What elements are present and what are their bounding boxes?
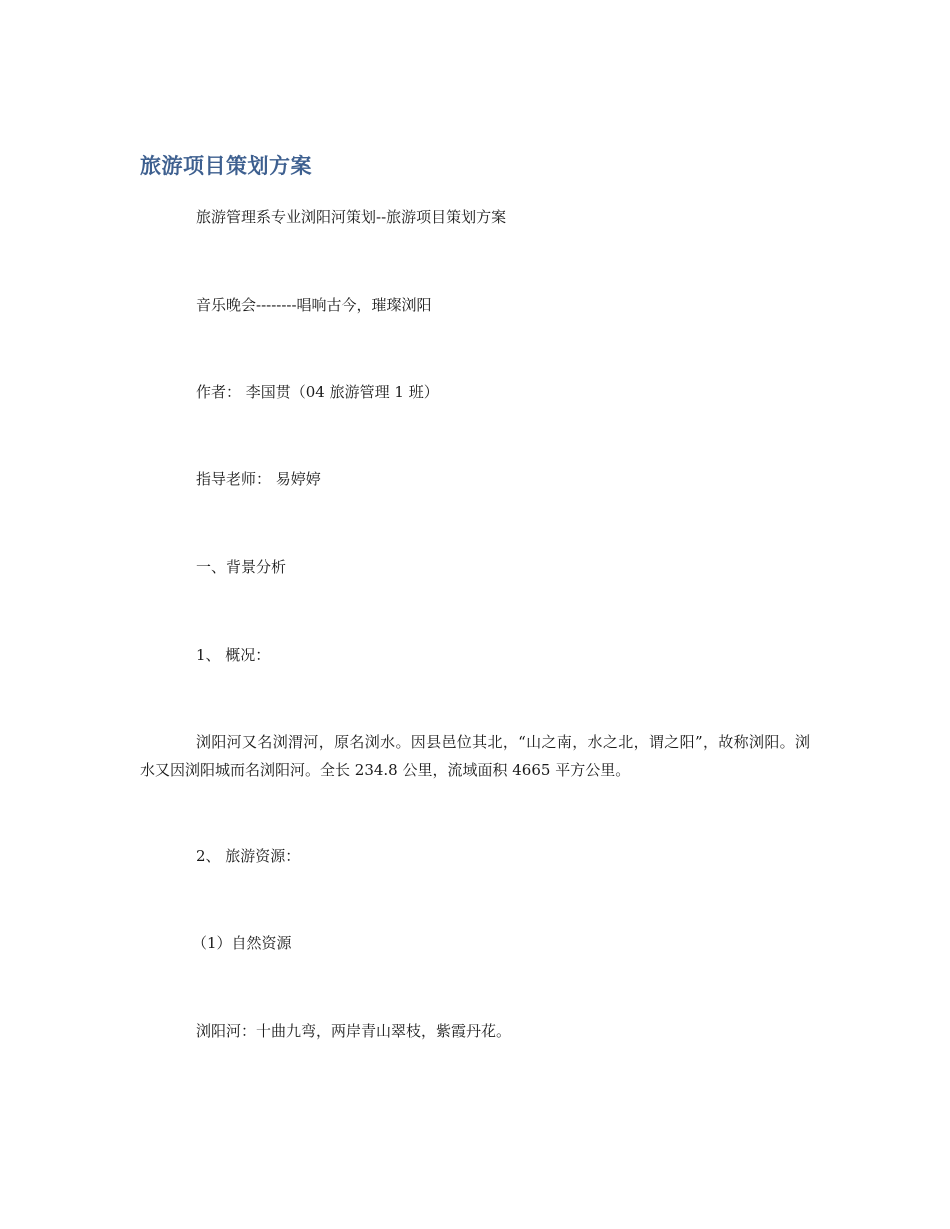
overview-body-paragraph: 浏阳河又名浏渭河，原名浏水。因县邑位其北，“山之南，水之北，谓之阳”，故称浏阳。浏水又因浏阳城而名浏阳河。全长 234.8 公里，流域面积 4665 平方公里。	[140, 733, 810, 779]
section-heading-background: 一、背景分析	[196, 558, 287, 576]
event-title-paragraph: 音乐晚会--------唱响古今，璀璨浏阳	[196, 296, 432, 314]
subsection-heading-resources: 2、 旅游资源：	[196, 847, 301, 865]
liuyang-river-paragraph: 浏阳河：十曲九弯，两岸青山翠枝，紫霞丹花。	[196, 1022, 512, 1040]
document-title: 旅游项目策划方案	[140, 154, 312, 178]
subtitle-paragraph: 旅游管理系专业浏阳河策划--旅游项目策划方案	[196, 208, 507, 226]
advisor-paragraph: 指导老师： 易婷婷	[196, 470, 321, 488]
author-paragraph: 作者： 李国贯（04 旅游管理 1 班）	[196, 383, 439, 401]
subsection-heading-overview: 1、 概况：	[196, 646, 271, 664]
natural-resources-heading: （1）自然资源	[192, 934, 292, 952]
